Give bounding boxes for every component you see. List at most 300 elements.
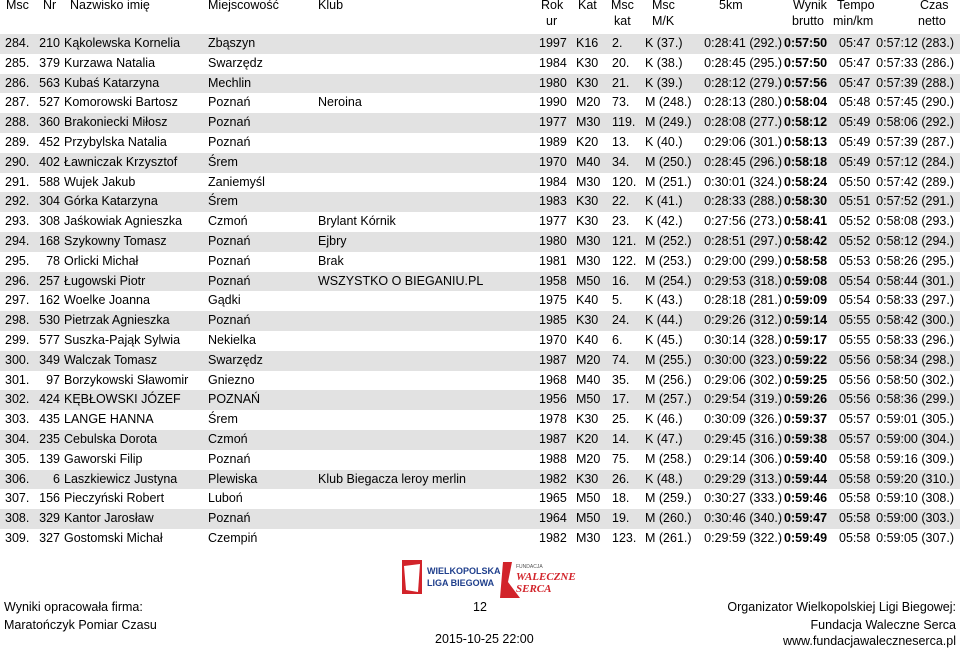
cell-city: Swarzędz (208, 55, 263, 70)
cell-brutto: 0:59:49 (784, 530, 828, 545)
cell-tempo: 05:49 (839, 134, 871, 149)
cell-kat: K30 (576, 471, 599, 486)
cell-name: Borzykowski Sławomir (64, 372, 189, 387)
cell-rok: 1990 (539, 95, 567, 110)
cell-5km: 0:29:29 (313.) (704, 471, 782, 486)
cell-msc-kat: 22. (612, 194, 630, 209)
cell-name: Kąkolewska Kornelia (64, 36, 181, 50)
cell-netto: 0:58:44 (301.) (876, 273, 954, 288)
cell-name: LANGE HANNA (64, 412, 154, 427)
cell-msc-mk: M (250.) (645, 154, 692, 169)
cell-msc: 288. (5, 115, 30, 130)
cell-name: Suszka-Pająk Sylwia (64, 332, 181, 347)
cell-netto: 0:59:10 (308.) (876, 491, 954, 506)
cell-tempo: 05:47 (839, 55, 871, 70)
cell-kat: M50 (576, 273, 601, 288)
cell-tempo: 05:58 (839, 511, 871, 526)
cell-brutto: 0:59:47 (784, 511, 828, 526)
table-row (0, 93, 960, 113)
cell-kat: M50 (576, 392, 601, 407)
cell-5km: 0:29:06 (301.) (704, 134, 782, 149)
cell-name: Gaworski Filip (64, 451, 143, 466)
cell-msc-mk: M (258.) (645, 451, 692, 466)
cell-brutto: 0:59:46 (784, 491, 828, 506)
cell-msc: 300. (5, 352, 30, 367)
cell-brutto: 0:58:42 (784, 233, 828, 248)
header-brutto: brutto (792, 14, 824, 28)
cell-msc-mk: K (47.) (645, 431, 683, 446)
cell-msc: 289. (5, 134, 30, 149)
cell-msc-kat: 26. (612, 471, 630, 486)
header-kat: Kat (578, 0, 597, 12)
cell-city: Swarzędz (208, 352, 263, 367)
cell-tempo: 05:58 (839, 471, 871, 486)
cell-city: Poznań (208, 511, 251, 526)
cell-brutto: 0:57:50 (784, 55, 828, 70)
cell-kat: K30 (576, 75, 599, 90)
cell-city: Poznań (208, 233, 251, 248)
cell-brutto: 0:59:44 (784, 471, 828, 486)
cell-msc: 302. (5, 392, 30, 407)
table-row (0, 232, 960, 252)
header-nr: Nr (43, 0, 57, 12)
cell-msc-mk: K (41.) (645, 194, 683, 209)
cell-5km: 0:28:08 (277.) (704, 115, 782, 130)
cell-city: Poznań (208, 451, 251, 466)
cell-brutto: 0:59:26 (784, 392, 828, 407)
cell-netto: 0:57:45 (290.) (876, 95, 954, 110)
cell-club: WSZYSTKO O BIEGANIU.PL (318, 273, 484, 288)
cell-msc-kat: 20. (612, 55, 630, 70)
fws-text-3: SERCA (516, 583, 552, 595)
cell-kat: K30 (576, 194, 599, 209)
cell-msc-kat: 2. (612, 36, 623, 50)
cell-nr: 304 (39, 194, 60, 209)
cell-city: Nekielka (208, 332, 256, 347)
table-row (0, 311, 960, 331)
cell-msc-mk: M (251.) (645, 174, 692, 189)
cell-nr: 308 (39, 214, 60, 229)
cell-msc-kat: 74. (612, 352, 630, 367)
header-msc: Msc (6, 0, 29, 12)
cell-brutto: 0:59:37 (784, 412, 828, 427)
cell-rok: 1987 (539, 431, 567, 446)
cell-msc-kat: 25. (612, 412, 630, 427)
cell-city: Mechlin (208, 75, 252, 90)
cell-tempo: 05:57 (839, 431, 871, 446)
cell-rok: 1980 (539, 233, 567, 248)
cell-5km: 0:29:53 (318.) (704, 273, 782, 288)
cell-brutto: 0:58:18 (784, 154, 828, 169)
header-city: Miejscowość (208, 0, 279, 12)
cell-nr: 156 (39, 491, 60, 506)
cell-5km: 0:30:14 (328.) (704, 332, 782, 347)
footer-company: Maratończyk Pomiar Czasu (4, 618, 157, 632)
cell-msc-mk: K (45.) (645, 332, 683, 347)
cell-club: Klub Biegacza leroy merlin (318, 471, 466, 486)
cell-city: Zaniemyśl (208, 174, 265, 189)
cell-nr: 577 (39, 332, 60, 347)
cell-brutto: 0:59:22 (784, 352, 828, 367)
header-ur: ur (546, 14, 558, 28)
cell-5km: 0:28:13 (280.) (704, 95, 782, 110)
table-row (0, 371, 960, 391)
cell-netto: 0:58:36 (299.) (876, 392, 954, 407)
footer-foundation: Fundacja Waleczne Serca (810, 618, 956, 632)
cell-brutto: 0:59:14 (784, 313, 828, 328)
cell-name: Ługowski Piotr (64, 273, 146, 288)
cell-5km: 0:29:59 (322.) (704, 530, 782, 545)
cell-kat: M20 (576, 352, 601, 367)
cell-netto: 0:58:42 (300.) (876, 313, 954, 328)
cell-brutto: 0:59:08 (784, 273, 828, 288)
cell-city: Poznań (208, 313, 251, 328)
cell-nr: 235 (39, 431, 60, 446)
cell-msc: 284. (5, 36, 30, 50)
cell-name: KĘBŁOWSKI JÓZEF (64, 392, 181, 407)
cell-brutto: 0:57:56 (784, 75, 828, 90)
cell-5km: 0:28:33 (288.) (704, 194, 782, 209)
cell-tempo: 05:49 (839, 154, 871, 169)
cell-nr: 78 (46, 253, 60, 268)
cell-nr: 360 (39, 115, 60, 130)
header-mk-sub: M/K (652, 14, 675, 28)
cell-club: Brylant Kórnik (318, 214, 396, 229)
cell-msc-mk: M (259.) (645, 491, 692, 506)
cell-brutto: 0:57:50 (784, 36, 828, 50)
cell-5km: 0:30:00 (323.) (704, 352, 782, 367)
table-row (0, 291, 960, 311)
cell-msc-kat: 18. (612, 491, 630, 506)
table-row (0, 529, 960, 549)
cell-city: Gniezno (208, 372, 255, 387)
footer-website: www.fundacjawaleczneserca.pl (782, 634, 956, 648)
cell-name: Walczak Tomasz (64, 352, 158, 367)
cell-tempo: 05:56 (839, 352, 871, 367)
cell-msc: 286. (5, 75, 30, 90)
cell-msc-kat: 16. (612, 273, 630, 288)
cell-5km: 0:28:41 (292.) (704, 36, 782, 50)
cell-nr: 527 (39, 95, 60, 110)
cell-rok: 1989 (539, 134, 567, 149)
table-header (0, 0, 960, 34)
cell-club: Ejbry (318, 233, 347, 248)
cell-name: Cebulska Dorota (64, 431, 158, 446)
cell-msc-kat: 35. (612, 372, 630, 387)
cell-msc: 305. (5, 451, 30, 466)
cell-5km: 0:28:45 (296.) (704, 154, 782, 169)
cell-name: Brakoniecki Miłosz (64, 115, 168, 130)
cell-netto: 0:57:39 (288.) (876, 75, 954, 90)
header-czas: Czas (920, 0, 949, 12)
table-row (0, 133, 960, 153)
cell-msc-mk: M (253.) (645, 253, 692, 268)
cell-rok: 1970 (539, 332, 567, 347)
cell-msc-kat: 122. (612, 253, 637, 268)
cell-msc-kat: 73. (612, 95, 630, 110)
cell-brutto: 0:59:40 (784, 451, 828, 466)
cell-kat: M30 (576, 530, 601, 545)
cell-tempo: 05:58 (839, 491, 871, 506)
cell-msc-kat: 120. (612, 174, 637, 189)
cell-name: Pieczyński Robert (64, 491, 165, 506)
header-netto: netto (918, 14, 946, 28)
cell-msc: 306. (5, 471, 30, 486)
cell-nr: 257 (39, 273, 60, 288)
cell-msc: 304. (5, 431, 30, 446)
cell-city: Luboń (208, 491, 243, 506)
cell-msc-mk: K (37.) (645, 36, 683, 50)
cell-msc-kat: 23. (612, 214, 630, 229)
cell-tempo: 05:51 (839, 194, 871, 209)
cell-rok: 1975 (539, 293, 567, 308)
cell-nr: 329 (39, 511, 60, 526)
cell-kat: M50 (576, 491, 601, 506)
cell-nr: 452 (39, 134, 60, 149)
cell-tempo: 05:56 (839, 372, 871, 387)
cell-5km: 0:30:09 (326.) (704, 412, 782, 427)
cell-brutto: 0:58:58 (784, 253, 828, 268)
cell-netto: 0:58:50 (302.) (876, 372, 954, 387)
cell-netto: 0:58:34 (298.) (876, 352, 954, 367)
cell-tempo: 05:48 (839, 95, 871, 110)
cell-netto: 0:59:05 (307.) (876, 530, 954, 545)
cell-netto: 0:57:42 (289.) (876, 174, 954, 189)
cell-5km: 0:29:00 (299.) (704, 253, 782, 268)
cell-name: Kantor Jarosław (64, 511, 154, 526)
cell-rok: 1970 (539, 154, 567, 169)
cell-msc-mk: M (254.) (645, 273, 692, 288)
table-row (0, 153, 960, 173)
cell-city: Gądki (208, 293, 241, 308)
cell-msc-mk: K (39.) (645, 75, 683, 90)
cell-tempo: 05:50 (839, 174, 871, 189)
cell-kat: M30 (576, 233, 601, 248)
table-row (0, 410, 960, 430)
footer-made-by: Wyniki opracowała firma: (4, 600, 143, 614)
cell-msc: 287. (5, 95, 30, 110)
cell-rok: 1964 (539, 511, 567, 526)
table-row (0, 331, 960, 351)
cell-msc: 303. (5, 412, 30, 427)
cell-brutto: 0:58:30 (784, 194, 828, 209)
cell-nr: 327 (39, 530, 60, 545)
cell-nr: 435 (39, 412, 60, 427)
cell-rok: 1984 (539, 55, 567, 70)
cell-rok: 1985 (539, 313, 567, 328)
cell-tempo: 05:58 (839, 451, 871, 466)
cell-name: Górka Katarzyna (64, 194, 158, 209)
cell-5km: 0:29:45 (316.) (704, 431, 782, 446)
table-row (0, 173, 960, 193)
cell-msc-mk: M (255.) (645, 352, 692, 367)
cell-msc: 307. (5, 491, 30, 506)
cell-msc: 291. (5, 174, 30, 189)
cell-kat: M50 (576, 511, 601, 526)
cell-name: Gostomski Michał (64, 530, 163, 545)
cell-kat: M40 (576, 372, 601, 387)
cell-tempo: 05:58 (839, 530, 871, 545)
cell-rok: 1981 (539, 253, 567, 268)
cell-netto: 0:58:12 (294.) (876, 233, 954, 248)
cell-rok: 1977 (539, 214, 567, 229)
cell-msc: 308. (5, 511, 30, 526)
table-row (0, 252, 960, 272)
cell-rok: 1987 (539, 352, 567, 367)
page-number: 12 (473, 600, 487, 614)
cell-rok: 1980 (539, 75, 567, 90)
cell-msc-mk: K (40.) (645, 134, 683, 149)
cell-tempo: 05:47 (839, 36, 871, 50)
results-table (0, 34, 960, 549)
table-row (0, 113, 960, 133)
cell-msc-kat: 14. (612, 431, 630, 446)
cell-brutto: 0:58:24 (784, 174, 828, 189)
cell-kat: K30 (576, 214, 599, 229)
cell-name: Pietrzak Agnieszka (64, 313, 170, 328)
cell-city: Poznań (208, 134, 251, 149)
cell-tempo: 05:56 (839, 392, 871, 407)
cell-rok: 1982 (539, 471, 567, 486)
cell-msc: 294. (5, 233, 30, 248)
header-msc-mk: Msc (652, 0, 675, 12)
cell-netto: 0:57:52 (291.) (876, 194, 954, 209)
cell-name: Wujek Jakub (64, 174, 136, 189)
wlb-text-2: LIGA BIEGOWA (427, 578, 495, 588)
cell-msc: 292. (5, 194, 30, 209)
table-row (0, 509, 960, 529)
cell-msc-kat: 6. (612, 332, 623, 347)
cell-msc: 293. (5, 214, 30, 229)
cell-msc-kat: 123. (612, 530, 637, 545)
cell-city: Śrem (208, 412, 238, 427)
cell-msc: 301. (5, 372, 30, 387)
cell-msc-mk: K (48.) (645, 471, 683, 486)
cell-name: Kurzawa Natalia (64, 55, 156, 70)
cell-msc-mk: M (252.) (645, 233, 692, 248)
cell-tempo: 05:55 (839, 332, 871, 347)
cell-city: Czmoń (208, 431, 248, 446)
cell-nr: 424 (39, 392, 60, 407)
cell-nr: 402 (39, 154, 60, 169)
cell-rok: 1956 (539, 392, 567, 407)
wlb-logo (402, 560, 501, 594)
wlb-map-shape (404, 564, 420, 592)
cell-name: Kubaś Katarzyna (64, 75, 160, 90)
cell-kat: K20 (576, 431, 599, 446)
cell-msc-kat: 17. (612, 392, 630, 407)
table-row (0, 450, 960, 470)
cell-kat: M40 (576, 154, 601, 169)
cell-club: Brak (318, 253, 344, 268)
cell-rok: 1997 (539, 36, 567, 50)
cell-kat: K40 (576, 293, 599, 308)
cell-5km: 0:29:06 (302.) (704, 372, 782, 387)
cell-msc-kat: 21. (612, 75, 630, 90)
cell-msc-kat: 19. (612, 511, 630, 526)
table-row (0, 54, 960, 74)
cell-msc-mk: M (248.) (645, 95, 692, 110)
cell-brutto: 0:59:17 (784, 332, 828, 347)
table-row (0, 351, 960, 371)
cell-kat: M30 (576, 115, 601, 130)
cell-msc: 295. (5, 253, 30, 268)
cell-msc-kat: 24. (612, 313, 630, 328)
cell-5km: 0:28:12 (279.) (704, 75, 782, 90)
cell-kat: K16 (576, 36, 599, 50)
cell-tempo: 05:53 (839, 253, 871, 268)
cell-netto: 0:59:16 (309.) (876, 451, 954, 466)
header-name: Nazwisko imię (70, 0, 150, 12)
cell-rok: 1968 (539, 372, 567, 387)
cell-msc-mk: M (249.) (645, 115, 692, 130)
cell-kat: M20 (576, 95, 601, 110)
table-row (0, 34, 960, 54)
cell-city: Poznań (208, 273, 251, 288)
cell-kat: M30 (576, 174, 601, 189)
cell-city: Plewiska (208, 471, 258, 486)
cell-kat: M30 (576, 253, 601, 268)
cell-msc-kat: 119. (612, 115, 636, 130)
wlb-text-1: WIELKOPOLSKA (427, 566, 501, 576)
cell-msc-kat: 5. (612, 293, 623, 308)
cell-msc-mk: K (43.) (645, 293, 683, 308)
cell-netto: 0:58:06 (292.) (876, 115, 954, 130)
cell-tempo: 05:54 (839, 293, 871, 308)
cell-msc: 285. (5, 55, 30, 70)
cell-rok: 1982 (539, 530, 567, 545)
cell-nr: 168 (39, 233, 60, 248)
cell-rok: 1958 (539, 273, 567, 288)
cell-city: POZNAŃ (208, 392, 261, 407)
fws-text-2: WALECZNE (516, 571, 576, 583)
header-tempo: Tempo (837, 0, 875, 12)
header-msc-kat: Msc (611, 0, 634, 12)
cell-msc: 298. (5, 313, 30, 328)
cell-msc-mk: K (44.) (645, 313, 683, 328)
cell-netto: 0:59:00 (303.) (876, 511, 954, 526)
cell-brutto: 0:58:41 (784, 214, 828, 229)
cell-netto: 0:58:08 (293.) (876, 214, 954, 229)
cell-name: Szykowny Tomasz (64, 233, 167, 248)
table-row (0, 390, 960, 410)
cell-nr: 563 (39, 75, 60, 90)
cell-tempo: 05:52 (839, 233, 871, 248)
cell-5km: 0:29:14 (306.) (704, 451, 782, 466)
cell-5km: 0:27:56 (273.) (704, 214, 782, 229)
cell-5km: 0:28:51 (297.) (704, 233, 782, 248)
header-wynik: Wynik (793, 0, 827, 12)
cell-5km: 0:30:01 (324.) (704, 174, 782, 189)
cell-club: Neroina (318, 95, 362, 110)
cell-5km: 0:29:54 (319.) (704, 392, 782, 407)
cell-tempo: 05:49 (839, 115, 871, 130)
cell-rok: 1978 (539, 412, 567, 427)
cell-nr: 379 (39, 55, 60, 70)
cell-kat: K30 (576, 313, 599, 328)
cell-msc-mk: M (261.) (645, 530, 692, 545)
table-row (0, 470, 960, 490)
table-row (0, 212, 960, 232)
cell-netto: 0:57:33 (286.) (876, 55, 954, 70)
cell-brutto: 0:59:09 (784, 293, 828, 308)
cell-brutto: 0:58:04 (784, 95, 828, 110)
cell-netto: 0:58:33 (297.) (876, 293, 954, 308)
cell-msc-kat: 75. (612, 451, 630, 466)
cell-brutto: 0:58:13 (784, 134, 828, 149)
cell-5km: 0:29:26 (312.) (704, 313, 782, 328)
cell-netto: 0:58:26 (295.) (876, 253, 954, 268)
